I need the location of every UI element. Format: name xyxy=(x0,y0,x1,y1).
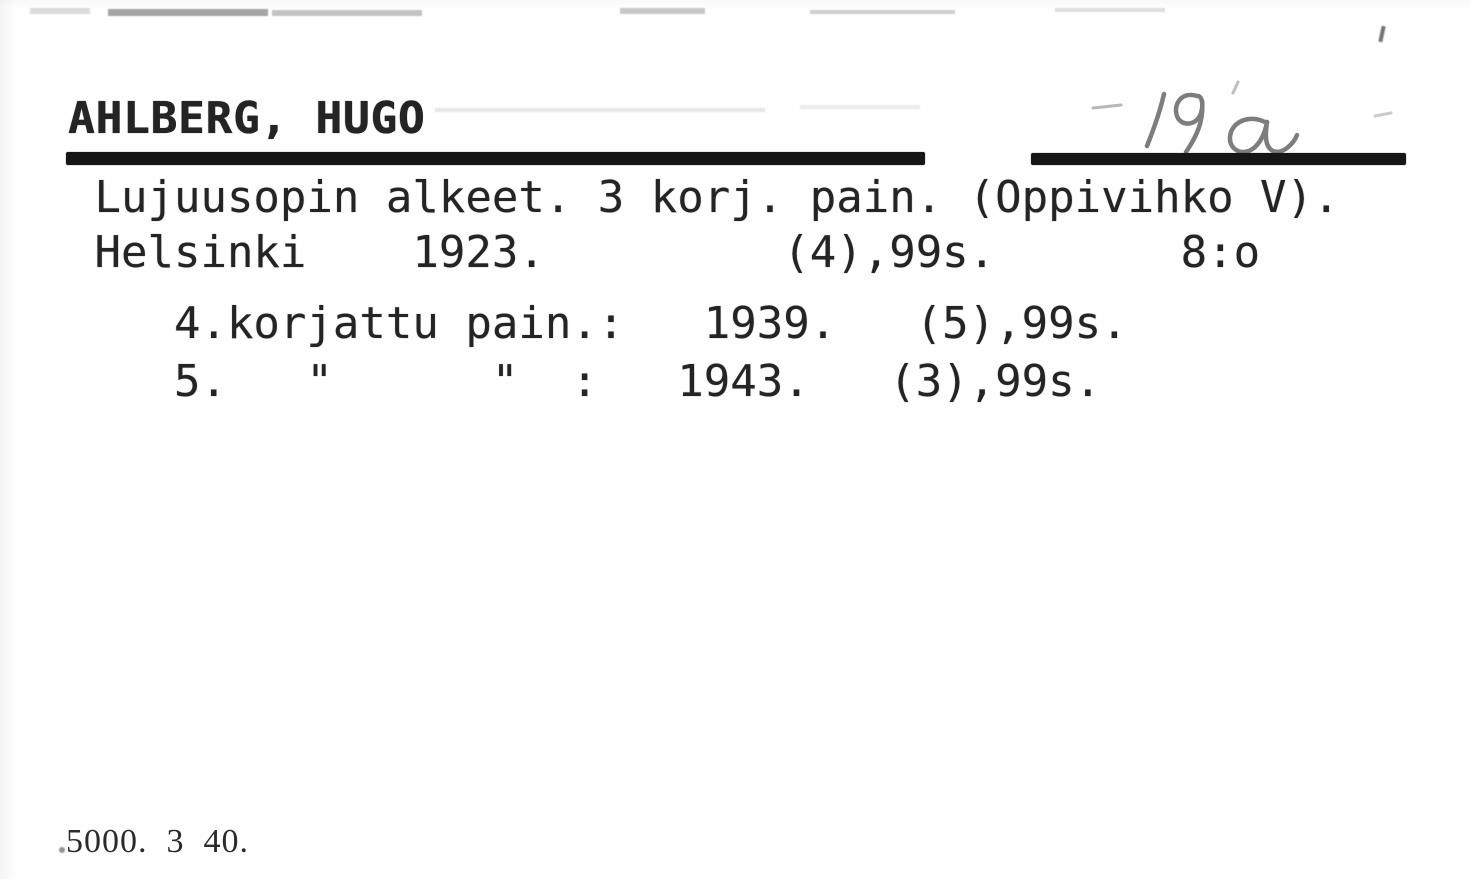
heading-underline-left xyxy=(66,152,925,165)
entry-title-line: Lujuusopin alkeet. 3 korj. pain. (Oppivihko V). xyxy=(68,172,1340,223)
author-heading: AHLBERG, HUGO xyxy=(68,93,426,144)
print-run-code: 5000. 3 40. xyxy=(66,823,249,860)
ink-dot xyxy=(59,847,65,853)
scan-artifact xyxy=(30,8,90,14)
scan-artifact xyxy=(810,10,955,14)
heading-underline-right xyxy=(1031,153,1406,165)
entry-edition-5-line: 5. " " : 1943. (3),99s. xyxy=(68,356,1102,407)
scan-artifact xyxy=(435,108,765,112)
scan-artifact xyxy=(108,9,268,16)
scan-artifact xyxy=(272,10,422,16)
scan-artifact xyxy=(800,105,920,109)
entry-edition-4-line: 4.korjattu pain.: 1939. (5),99s. xyxy=(68,298,1128,349)
entry-imprint-line: Helsinki 1923. (4),99s. 8:o xyxy=(68,227,1261,278)
scan-artifact xyxy=(1378,26,1385,42)
scan-artifact xyxy=(1055,8,1165,12)
scan-artifact xyxy=(620,8,705,14)
